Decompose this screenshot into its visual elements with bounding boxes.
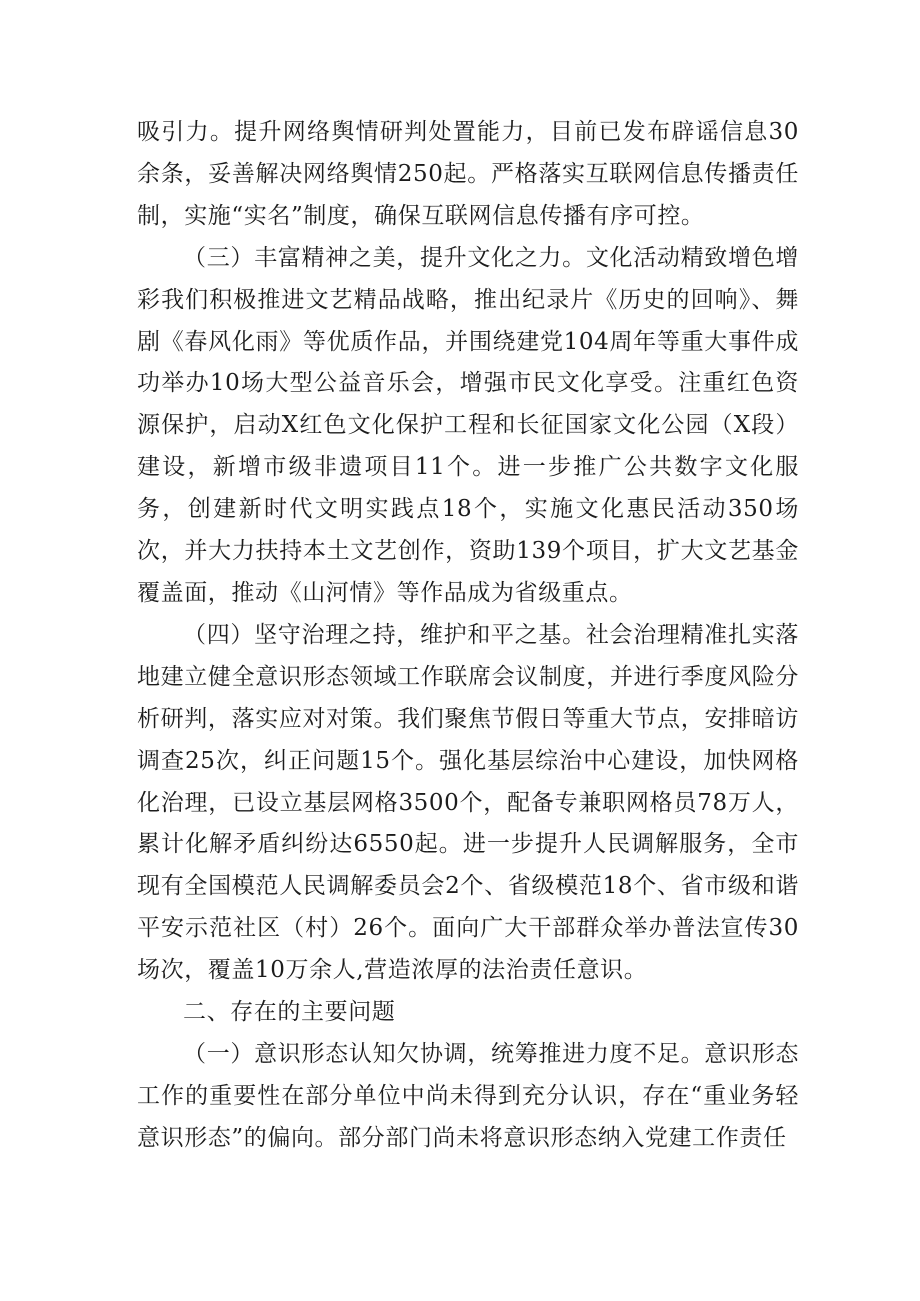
section-heading-problems: 二、存在的主要问题 <box>183 999 396 1026</box>
paragraph-governance-section: （四）坚守治理之持，维护和平之基。社会治理精准扎实落地建立健全意识形态领域工作联席会议制度，并进行季度风险分析研判，落实应对对策。我们聚焦节假日等重大节点，安排暗访调查25次，纠正问题15个。强化基层综治中心建设，加快网格化治理，已设立基层网格3500个，配备专兼职网格员78万人，累计化解矛盾纠纷达6550起。进一步提升人民调解服务，全市现有全国模范人民调解委员会2个、省级模范18个、省市级和谐平安示范社区（村）26个。面向广大干部群众举办普法宣传30场次，覆盖10万余人,营造浓厚的法治责任意识。 <box>137 621 799 984</box>
paragraph-culture-section: （三）丰富精神之美，提升文化之力。文化活动精致增色增彩我们积极推进文艺精品战略，推出纪录片《历史的回响》、舞剧《春风化雨》等优质作品，并围绕建党104周年等重大事件成功举办10场大型公益音乐会，增强市民文化享受。注重红色资源保护，启动X红色文化保护工程和长征国家文化公园（X段）建设，新增市级非遗项目11个。进一步推广公共数字文化服务，创建新时代文明实践点18个，实施文化惠民活动350场次，并大力扶持本土文艺创作，资助139个项目，扩大文艺基金覆盖面，推动《山河情》等作品成为省级重点。 <box>137 244 799 606</box>
paragraph-continuation: 吸引力。提升网络舆情研判处置能力，目前已发布辟谣信息30余条，妥善解决网络舆情250起。严格落实互联网信息传播责任制，实施“实名”制度，确保互联网信息传播有序可控。 <box>137 119 799 229</box>
document-body <box>137 112 799 1160</box>
paragraph-problem-one: （一）意识形态认知欠协调，统筹推进力度不足。意识形态工作的重要性在部分单位中尚未得到充分认识，存在“重业务轻意识形态”的偏向。部分部门尚未将意识形态纳入党建工作责任 <box>137 1040 799 1151</box>
